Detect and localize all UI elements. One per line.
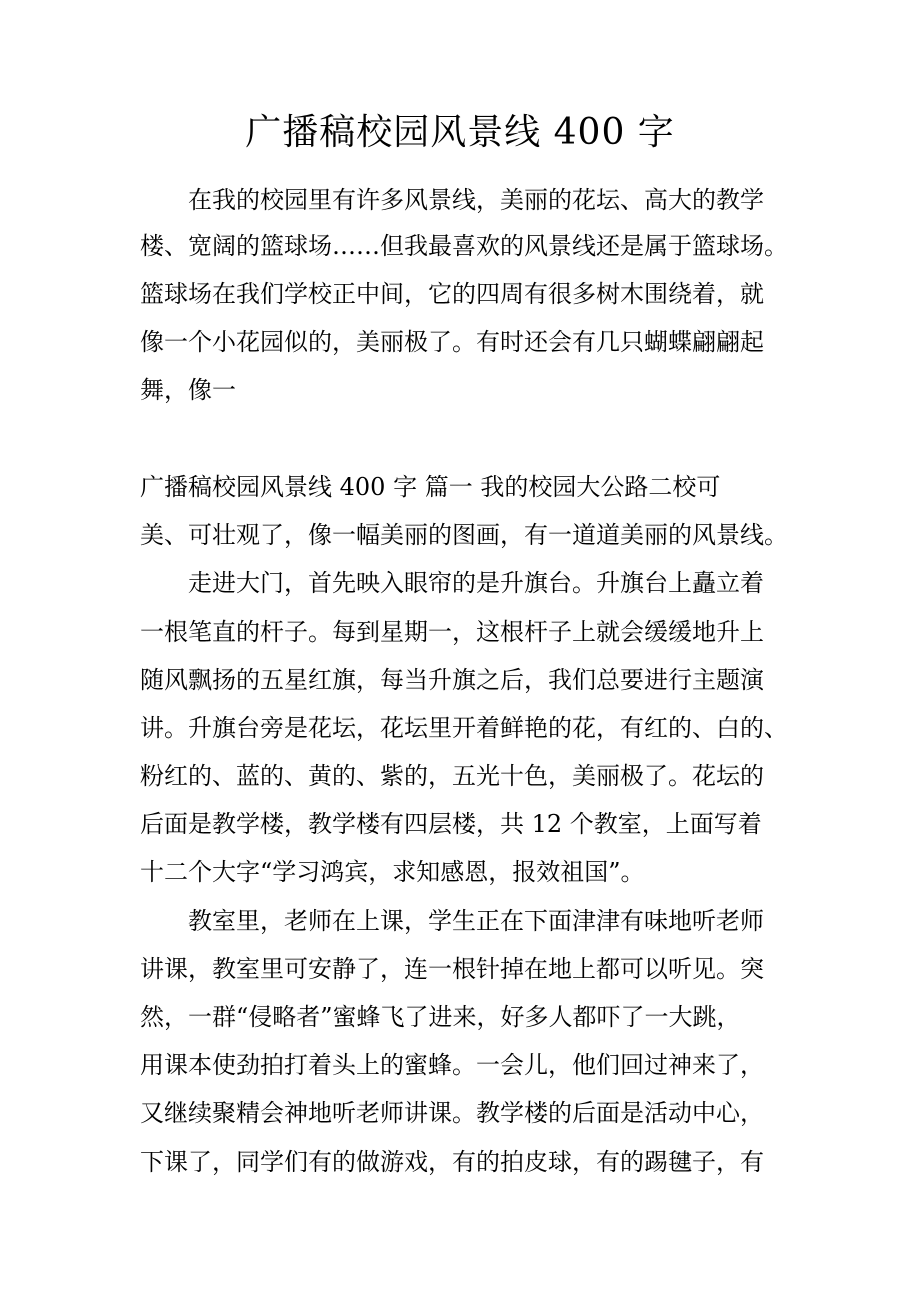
paragraph-line: 楼、宽阔的篮球场……但我最喜欢的风景线还是属于篮球场。	[140, 232, 788, 260]
page-title: 广播稿校园风景线 400 字	[245, 112, 675, 153]
paragraph-line: 又继续聚精会神地听老师讲课。教学楼的后面是活动中心，	[140, 1099, 764, 1127]
paragraph-line: 走进大门，首先映入眼帘的是升旗台。升旗台上矗立着	[188, 569, 764, 597]
paragraph-line: 粉红的、蓝的、黄的、紫的，五光十色，美丽极了。花坛的	[140, 762, 764, 790]
paragraph-line: 十二个大字“学习鸿宾，求知感恩，报效祖国”。	[140, 858, 645, 886]
paragraph-line: 在我的校园里有许多风景线，美丽的花坛、高大的教学	[188, 186, 764, 214]
paragraph-line: 教室里，老师在上课，学生正在下面津津有味地听老师	[188, 907, 764, 935]
paragraph-line: 讲。升旗台旁是花坛，花坛里开着鲜艳的花，有红的、白的、	[140, 714, 788, 742]
paragraph-line: 像一个小花园似的，美丽极了。有时还会有几只蝴蝶翩翩起	[140, 328, 764, 356]
paragraph-line: 随风飘扬的五星红旗，每当升旗之后，我们总要进行主题演	[140, 666, 764, 694]
section-heading-line: 广播稿校园风景线 400 字 篇一 我的校园大公路二校可	[140, 473, 721, 501]
paragraph-line: 讲课，教室里可安静了，连一根针掉在地上都可以听见。突	[140, 955, 764, 983]
paragraph-line: 篮球场在我们学校正中间，它的四周有很多树木围绕着，就	[140, 280, 764, 308]
paragraph-line: 美、可壮观了，像一幅美丽的图画，有一道道美丽的风景线。	[140, 521, 788, 549]
paragraph-line: 后面是教学楼，教学楼有四层楼，共 12 个教室，上面写着	[140, 810, 762, 838]
paragraph-line: 然，一群“侵略者”蜜蜂飞了进来，好多人都吓了一大跳，	[140, 1003, 741, 1031]
paragraph-line: 一根笔直的杆子。每到星期一，这根杆子上就会缓缓地升上	[140, 618, 764, 646]
paragraph-line: 用课本使劲拍打着头上的蜜蜂。一会儿，他们回过神来了，	[140, 1051, 764, 1079]
paragraph-line: 下课了，同学们有的做游戏，有的拍皮球，有的踢毽子，有	[140, 1148, 764, 1176]
paragraph-line: 舞，像一	[140, 376, 236, 404]
